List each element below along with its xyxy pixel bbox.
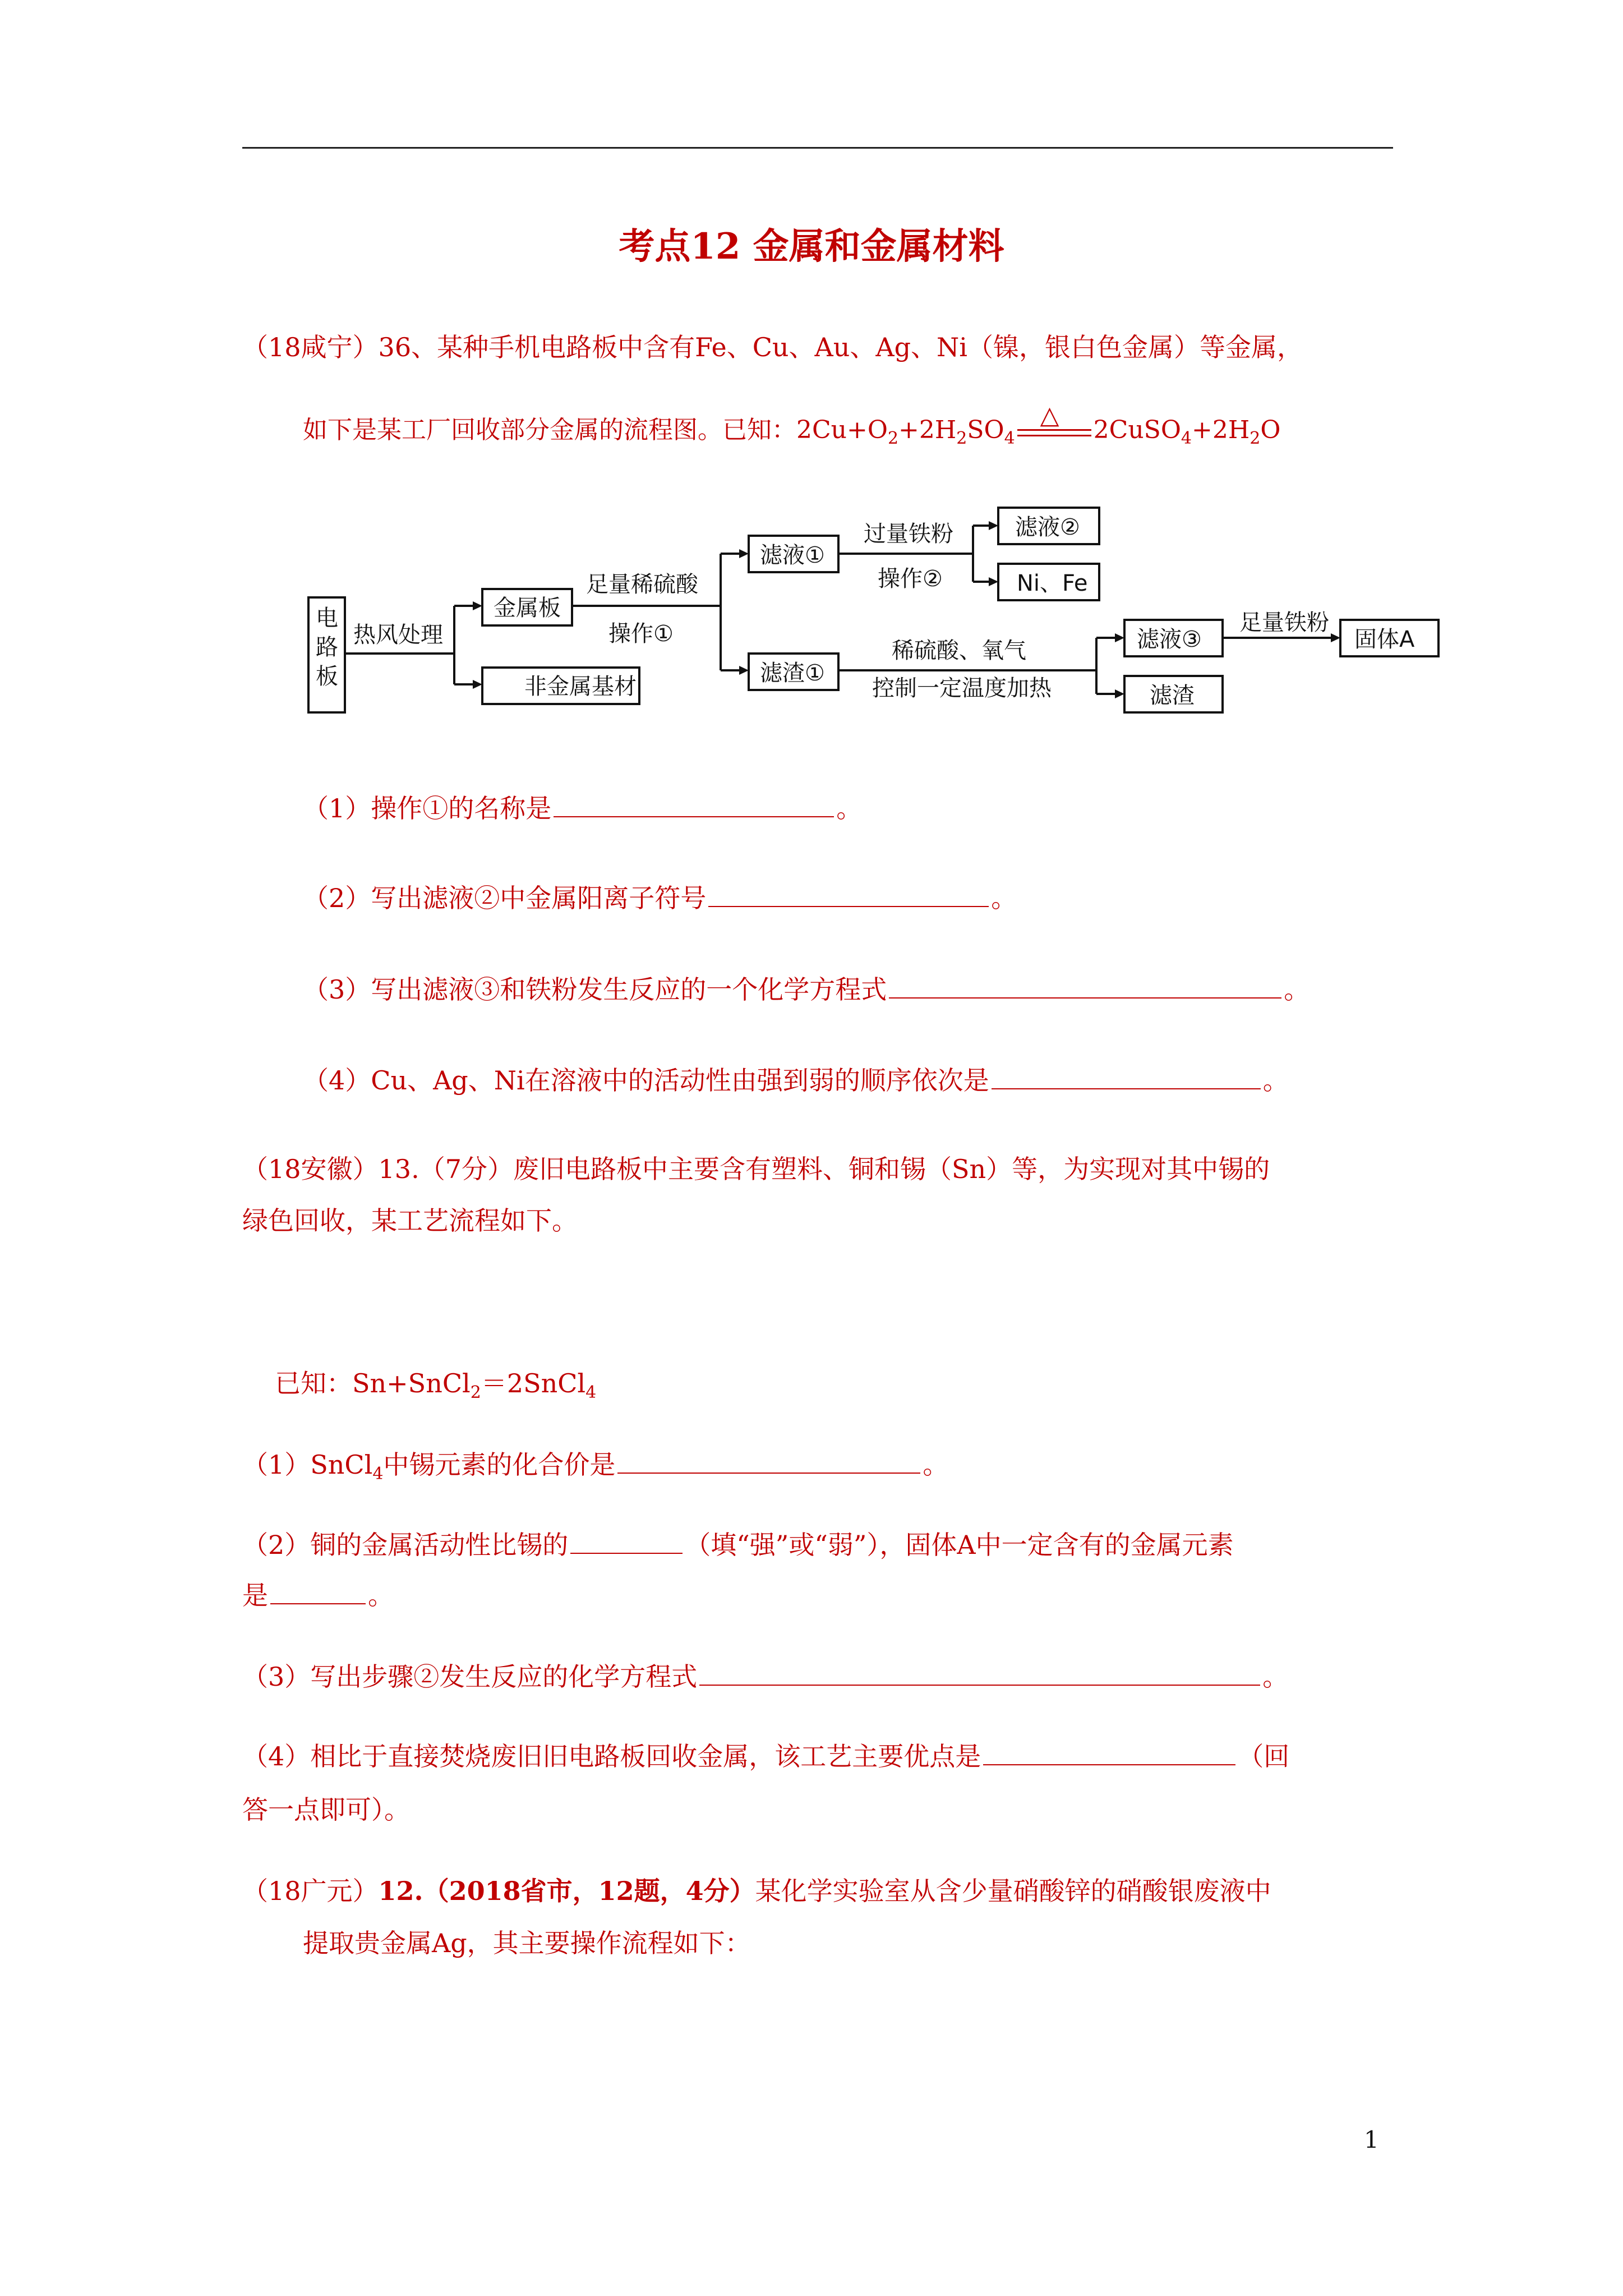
q2-sub4-line2: 答一点即可）。 (242, 1795, 410, 1825)
answer-blank[interactable] (983, 1764, 1235, 1765)
q2-line2: 绿色回收，某工艺流程如下。 (242, 1205, 578, 1236)
heat-triangle-icon: △ (1040, 401, 1059, 430)
label-acid: 足量稀硫酸 (586, 572, 698, 597)
q1-sub4: （4）Cu、Ag、Ni在溶液中的活动性由强到弱的顺序依次是 。 (303, 1065, 1289, 1096)
answer-blank[interactable] (617, 1472, 920, 1474)
label-excess-fe: 过量铁粉 (864, 521, 953, 547)
label-hot-air: 热风处理 (353, 622, 443, 648)
q1-sub3: （3）写出滤液③和铁粉发生反应的一个化学方程式 。 (303, 974, 1310, 1005)
q3-line1: （18广元）12.（2018省市，12题，4分）某化学实验室从含少量硝酸锌的硝酸银废液中 (242, 1876, 1271, 1906)
q2-sub1: （1）SnCl$_4$中锡元素的化合价是 。 (242, 1450, 949, 1484)
label-op2: 操作② (878, 566, 943, 592)
label-acid-o2: 稀硫酸、氧气 (892, 638, 1026, 664)
q1-sub1: （1）操作①的名称是 。 (303, 793, 863, 823)
q2-sub2-line1: （2）铜的金属活动性比锡的 （填“强”或“弱”），固体A中一定含有的金属元素 (242, 1530, 1234, 1560)
answer-blank[interactable] (270, 1603, 366, 1604)
label-enough-fe: 足量铁粉 (1239, 610, 1329, 636)
label-ni-fe: Ni、Fe (1017, 570, 1088, 596)
q2-known: 已知：Sn+SnCl$_2$＝2SnCl$_4$ (275, 1368, 597, 1403)
label-board-1: 电 (316, 605, 338, 631)
label-filtrate2: 滤液② (1015, 514, 1080, 540)
label-board-3: 板 (316, 664, 338, 689)
label-residue: 滤渣 (1150, 683, 1195, 708)
label-board-2: 路 (316, 634, 338, 660)
recycling-flowchart (306, 502, 1444, 738)
reaction-condition-sign (1015, 401, 1094, 446)
page-title: 考点12 金属和金属材料 (619, 226, 1004, 268)
q2-line1: （18安徽）13.（7分）废旧电路板中主要含有塑料、铜和锡（Sn）等，为实现对其中锡的 (242, 1154, 1270, 1184)
label-filtrate3: 滤液③ (1137, 627, 1202, 652)
q2-sub4-line1: （4）相比于直接焚烧废旧旧电路板回收金属，该工艺主要优点是 （回 (242, 1741, 1290, 1772)
answer-blank[interactable] (699, 1684, 1260, 1686)
q1-intro-line (242, 327, 1303, 364)
q2-sub3: （3）写出步骤②发生反应的化学方程式 。 (242, 1662, 1289, 1692)
label-solid-a: 固体A (1354, 627, 1415, 652)
q1-sub2: （2）写出滤液②中金属阳离子符号 。 (303, 883, 1017, 913)
header-rule (242, 147, 1393, 149)
q2-sub2-line2: 是 。 (242, 1580, 394, 1611)
label-filtrate1: 滤液① (760, 542, 825, 568)
q1-source: （18咸宁） (242, 332, 379, 362)
answer-blank[interactable] (570, 1552, 683, 1554)
label-metal-plate: 金属板 (494, 595, 561, 621)
label-op1: 操作① (608, 621, 674, 647)
answer-blank[interactable] (554, 816, 834, 817)
page-number: 1 (1364, 2126, 1379, 2154)
q3-line2: 提取贵金属Ag，其主要操作流程如下： (303, 1928, 751, 1958)
answer-blank[interactable] (992, 1088, 1261, 1089)
q1-intro: 36、某种手机电路板中含有Fe、Cu、Au、Ag、Ni（镍，银白色金属）等金属， (378, 332, 1303, 362)
label-residue1: 滤渣① (760, 660, 825, 686)
answer-blank[interactable] (889, 997, 1281, 999)
q1-equation-line: 如下是某工厂回收部分金属的流程图。已知：$2Cu+O_2+2H_2SO_4$ △ $2CuSO_4+2H_2O$ (303, 401, 1281, 448)
label-temp: 控制一定温度加热 (872, 675, 1052, 701)
answer-blank[interactable] (708, 905, 989, 907)
label-nonmetal: 非金属基材 (524, 674, 637, 700)
